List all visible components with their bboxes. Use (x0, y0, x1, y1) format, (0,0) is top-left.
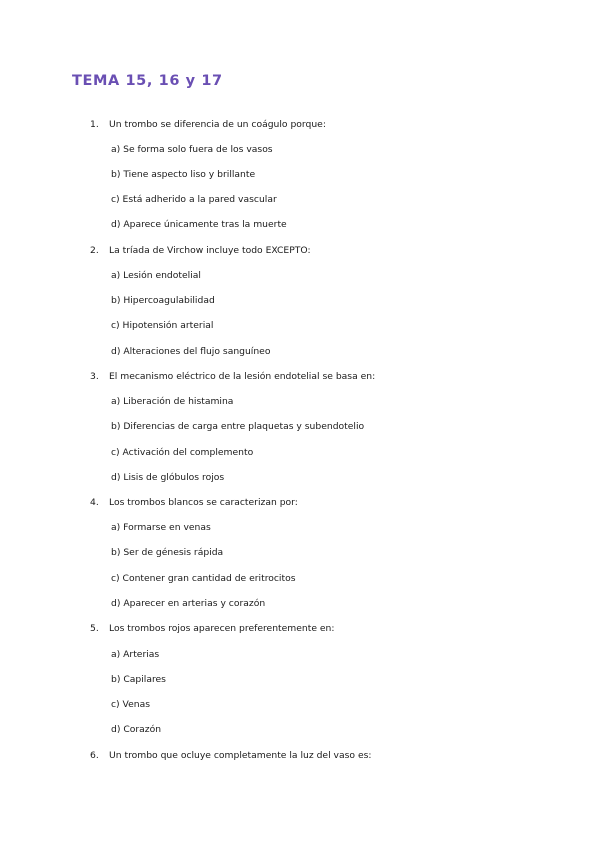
question-3-option-c: c) Activación del complemento (111, 447, 254, 458)
question-number: 4. (90, 497, 99, 508)
question-6 (90, 750, 371, 761)
question-3-option-d: d) Lisis de glóbulos rojos (111, 472, 225, 483)
question-1-option-c: c) Está adherido a la pared vascular (111, 194, 277, 205)
question-4-option-d: d) Aparecer en arterias y corazón (111, 598, 266, 609)
question-1-option-a: a) Se forma solo fuera de los vasos (111, 144, 273, 155)
question-number: 3. (90, 371, 99, 382)
question-4 (90, 497, 298, 508)
question-5-option-a: a) Arterias (111, 649, 160, 660)
question-text: La tríada de Virchow incluye todo EXCEPTO: (109, 245, 311, 256)
question-4-option-c: c) Contener gran cantidad de eritrocitos (111, 573, 296, 584)
question-5-option-d: d) Corazón (111, 724, 162, 735)
question-text: Un trombo que ocluye completamente la luz del vaso es: (109, 750, 372, 761)
question-2-option-a: a) Lesión endotelial (111, 270, 201, 281)
question-4-option-b: b) Ser de génesis rápida (111, 547, 224, 558)
question-text: Un trombo se diferencia de un coágulo porque: (109, 119, 326, 130)
question-5 (90, 623, 334, 634)
question-number: 5. (90, 623, 99, 634)
question-2-option-b: b) Hipercoagulabilidad (111, 295, 215, 306)
question-5-option-c: c) Venas (111, 699, 151, 710)
question-2-option-c: c) Hipotensión arterial (111, 320, 214, 331)
question-5-option-b: b) Capilares (111, 674, 166, 685)
question-number: 6. (90, 750, 99, 761)
question-text: Los trombos rojos aparecen preferentemente en: (109, 623, 335, 634)
question-4-option-a: a) Formarse en venas (111, 522, 211, 533)
question-2-option-d: d) Alteraciones del flujo sanguíneo (111, 346, 271, 357)
page-title: TEMA 15, 16 y 17 (72, 73, 223, 89)
question-text: Los trombos blancos se caracterizan por: (109, 497, 298, 508)
question-number: 1. (90, 119, 99, 130)
question-3-option-b: b) Diferencias de carga entre plaquetas y subendotelio (111, 421, 365, 432)
question-1-option-d: d) Aparece únicamente tras la muerte (111, 219, 287, 230)
question-text: El mecanismo eléctrico de la lesión endotelial se basa en: (109, 371, 376, 382)
question-number: 2. (90, 245, 99, 256)
question-1-option-b: b) Tiene aspecto liso y brillante (111, 169, 256, 180)
question-2 (90, 245, 311, 256)
question-1 (90, 119, 326, 130)
question-3 (90, 371, 375, 382)
question-3-option-a: a) Liberación de histamina (111, 396, 234, 407)
